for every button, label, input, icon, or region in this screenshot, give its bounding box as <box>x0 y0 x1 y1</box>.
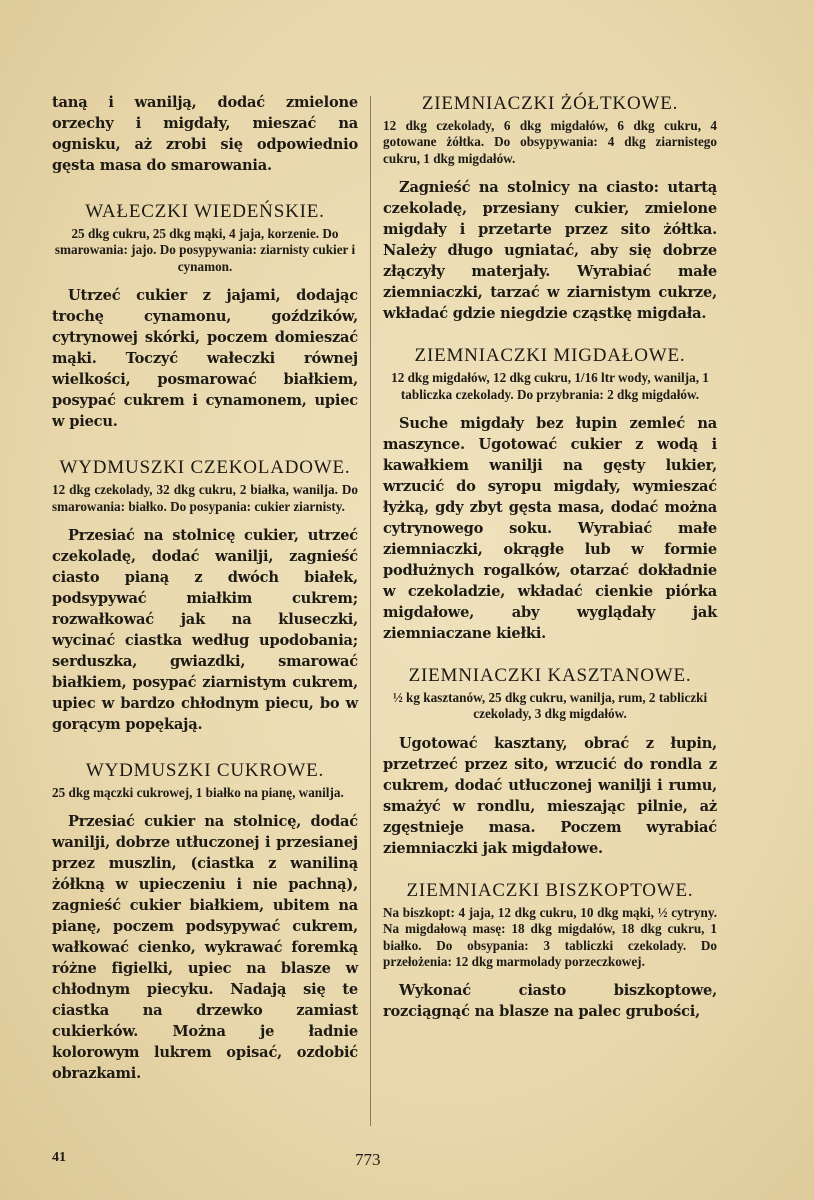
recipe-ziemniaczki-zoltkowe <box>383 92 717 324</box>
recipe-instructions: Ugotować kasztany, obrać z łupin, przetrzeć przez sito, wrzucić do rondla z cukrem, dodać utłuczonej wanilji i rumu, smażyć w rondlu, mieszając pilnie, aż zgęstnieje masa. Poczem wyrabiać ziemniaczki jak migdałowe. <box>383 734 717 857</box>
recipe-instructions: Suche migdały bez łupin zemleć na maszynce. Ugotować cukier z wodą i kawałkiem wanilji na gęsty lukier, wrzucić do syropu migdały, wymieszać łyżką, gdy zbyt gęsta masa, dodać można cytrynowego soku. Wyrabiać małe ziemniaczki, okrągłe lub w formie podłużnych rogalków, otarzać dokładnie w czekoladzie, wkładać cienkie piórka migdałowe, aby wyglądały jak ziemniaczane kiełki. <box>383 415 717 643</box>
recipe-instructions: Przesiać na stolnicę cukier, utrzeć czekoladę, dodać wanilji, zagnieść ciasto pianą z dwóch białek, podsypywać miałkim cukrem; rozwałkować jak na kluseczki, wycinać ciastka według upodobania; serduszka, gwiazdki, smarować białkiem, posypać ziarnistym cukrem, upiec w bardzo chłodnym piecu, bo w gorącym popękają. <box>52 527 358 734</box>
recipe-title: ZIEMNIACZKI KASZTANOWE. <box>408 665 692 687</box>
printer-signature: 41 <box>52 1150 66 1165</box>
recipe-instructions: Zagnieść na stolnicy na ciasto: utartą czekoladę, przesiany cukier, zmielone migdały i przetarte przez sito żółtka. Należy długo ugniatać, aby się dobrze złączyły materjały. Wyrabiać małe ziemniaczki, tarzać w ziarnistym cukrze, wkładać gdzie niegdzie cząstkę migdała. <box>383 179 717 323</box>
column-divider <box>370 96 371 1126</box>
recipe-wydmuszki-cukrowe <box>52 759 358 1084</box>
right-column <box>383 92 717 1022</box>
recipe-title: WAŁECZKI WIEDEŃSKIE. <box>85 201 325 222</box>
recipe-wydmuszki-czekoladowe <box>52 456 358 735</box>
recipe-ingredients: 12 dkg czekolady, 32 dkg cukru, 2 białka, wanilja. Do smarowania: białko. Do posypania: cukier ziarnisty. <box>52 482 358 514</box>
recipe-ingredients: ½ kg kasztanów, 25 dkg cukru, wanilja, rum, 2 tabliczki czekolady, 3 dkg migdałów. <box>392 690 708 722</box>
recipe-ingredients: 12 dkg czekolady, 6 dkg migdałów, 6 dkg cukru, 4 gotowane żółtka. Do obsypywania: 4 dkg ziarnistego cukru, 1 dkg migdałów. <box>383 118 717 166</box>
recipe-waleczki-wiedenskie <box>52 200 358 432</box>
recipe-title: WYDMUSZKI CZEKOLADOWE. <box>59 457 351 479</box>
recipe-ziemniaczki-migdalowe <box>383 344 717 644</box>
left-column <box>52 92 358 1084</box>
recipe-instructions: Przesiać cukier na stolnicę, dodać wanilji, dobrze utłuczonej i przesianej przez muszlin, (ciastka z waniliną żółkną w upieczeniu i nie pachną), zagnieść cukier białkiem, ubitem na pianę, poczem podsypywać cukrem, wałkować cienko, wykrawać foremką różne figielki, upiec na blasze w chłodnym piecyku. Nadają się te ciastka na drzewko zamiast cukierków. Można je ładnie kolorowym lukrem opisać, ozdobić obrazkami. <box>52 813 358 1083</box>
recipe-title: ZIEMNIACZKI MIGDAŁOWE. <box>414 345 686 367</box>
recipe-ziemniaczki-kasztanowe <box>383 664 717 859</box>
recipe-ingredients: 12 dkg migdałów, 12 dkg cukru, 1/16 ltr wody, wanilja, 1 tabliczka czekolady. Do przybrania: 2 dkg migdałów. <box>391 370 709 402</box>
recipe-title: ZIEMNIACZKI ŻÓŁTKOWE. <box>421 93 679 114</box>
recipe-ingredients: 25 dkg mączki cukrowej, 1 białko na pianę, wanilja. <box>52 785 344 801</box>
recipe-instructions: Wykonać ciasto biszkoptowe, rozciągnąć na blasze na palec grubości, <box>383 982 717 1021</box>
recipe-ingredients: Na biszkopt: 4 jaja, 12 dkg cukru, 10 dkg mąki, ½ cytryny. Na migdałową masę: 18 dkg migdałów, 18 dkg cukru, 1 białko. Do obsypania: 3 tabliczki czekolady. Do przełożenia: 12 dkg marmolady porzeczkowej. <box>383 904 717 970</box>
page-number: 773 <box>355 1150 381 1169</box>
recipe-instructions: Utrzeć cukier z jajami, dodając trochę cynamonu, goździków, cytrynowej skórki, poczem domieszać mąki. Toczyć wałeczki równej wielkości, posmarować białkiem, posypać cukrem i cynamonem, upiec w piecu. <box>52 287 358 431</box>
intro-paragraph: taną i wanilją, dodać zmielone orzechy i migdały, mieszać na ognisku, aż zrobi się odpowiednio gęsta masa do smarowania. <box>52 94 358 174</box>
recipe-ingredients: 25 dkg cukru, 25 dkg mąki, 4 jaja, korzenie. Do smarowania: jajo. Do posypywania: ziarnisty cukier i cynamon. <box>54 226 356 274</box>
recipe-ziemniaczki-biszkoptowe <box>383 879 717 1023</box>
recipe-title: WYDMUSZKI CUKROWE. <box>85 760 325 782</box>
recipe-title: ZIEMNIACZKI BISZKOPTOWE. <box>406 879 694 901</box>
